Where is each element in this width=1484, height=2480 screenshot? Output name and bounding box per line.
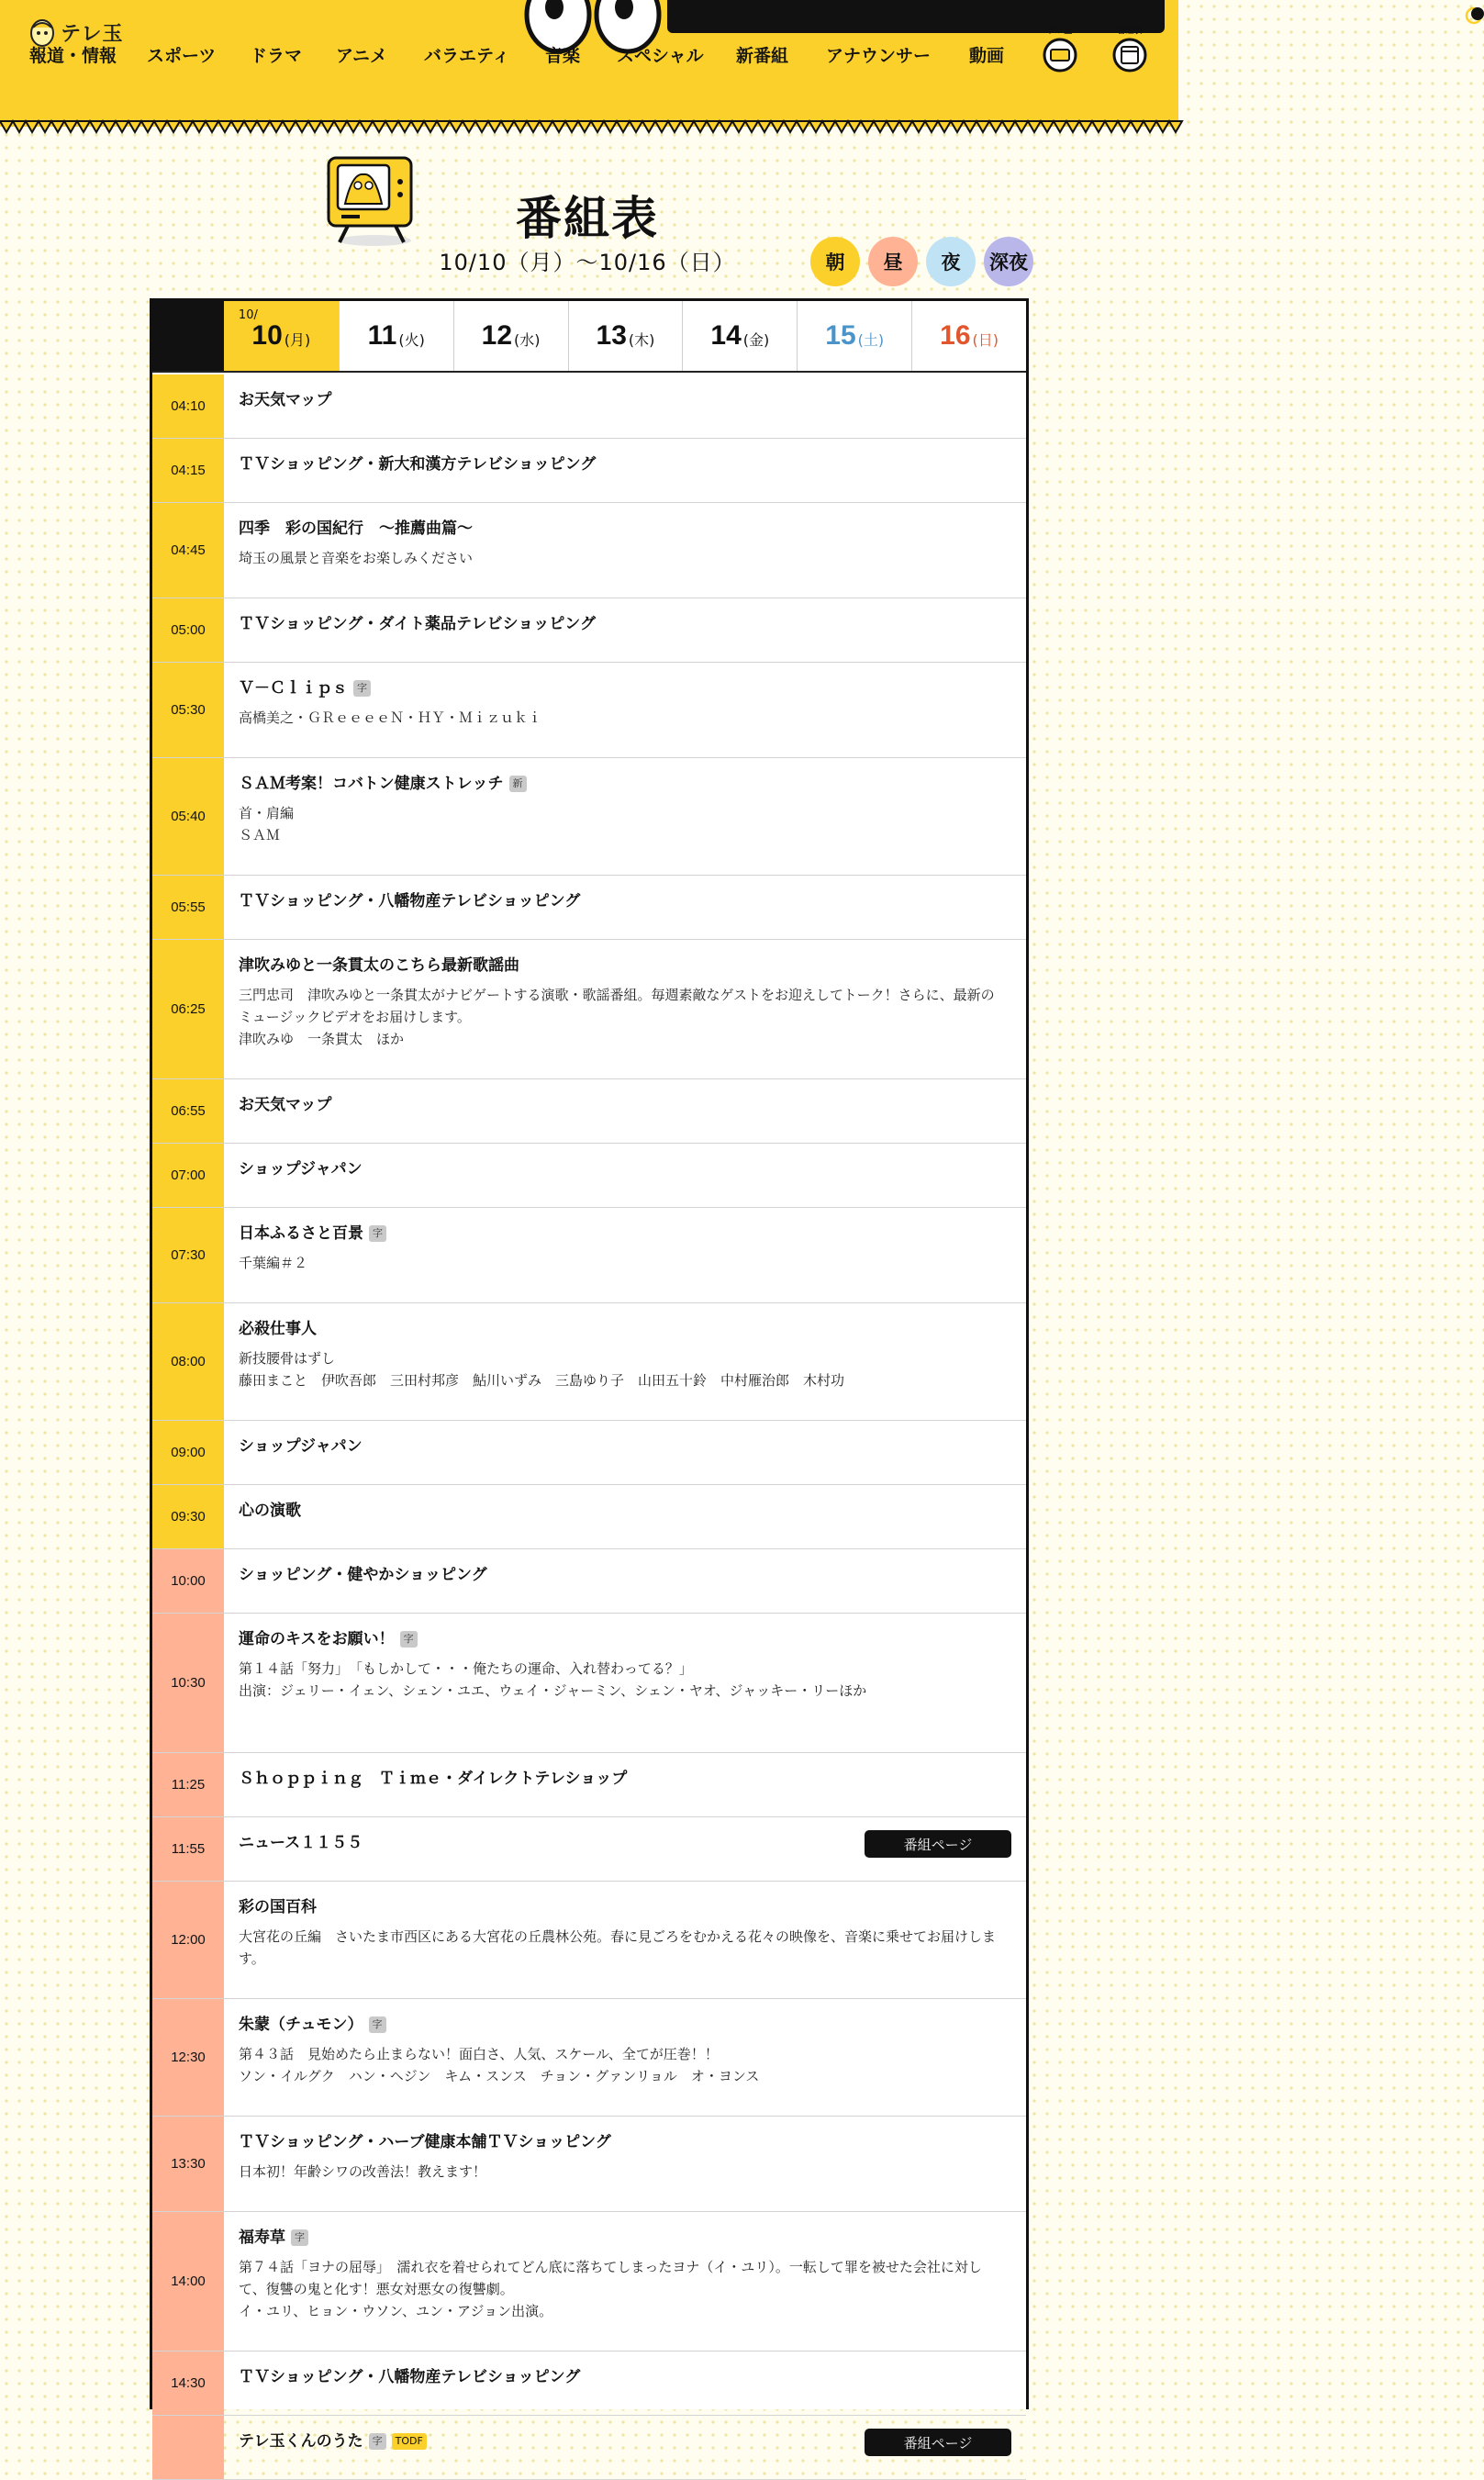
program-row[interactable] <box>152 1549 1026 1614</box>
program-title[interactable]: ショップジャパン <box>239 1437 363 1456</box>
program-description: 新技腰骨はずし 藤田まこと 伊吹吾郎 三田村邦彦 鮎川いずみ 三島ゆり子 山田五十鈴 中村雁治郎 木村功 <box>239 1350 845 1389</box>
day-tab-weekday: (日) <box>972 330 999 349</box>
program-row[interactable] <box>152 1882 1026 1999</box>
program-time: 04:10 <box>152 374 224 438</box>
program-description: 首・肩編 ＳＡＭ <box>239 805 295 843</box>
time-of-day-night-button[interactable]: 夜 <box>926 237 976 286</box>
program-row[interactable] <box>152 439 1026 503</box>
day-tab-14[interactable] <box>682 301 797 371</box>
time-of-day-morning-button[interactable]: 朝 <box>810 237 860 286</box>
program-content <box>224 2117 1026 2211</box>
program-row[interactable] <box>152 1999 1026 2117</box>
program-content <box>224 374 1026 438</box>
program-schedule <box>150 298 1029 2452</box>
top-black-bar <box>667 0 1165 33</box>
program-description: 日本初！年齢シワの改善法！教えます！ <box>239 2163 487 2180</box>
program-time: 05:00 <box>152 598 224 662</box>
day-tab-weekday: (月) <box>284 330 311 349</box>
day-tab-weekday: (木) <box>628 330 655 349</box>
program-row[interactable] <box>152 2416 1026 2480</box>
day-tab-weekday: (金) <box>742 330 770 349</box>
program-badge: 字 <box>369 1225 386 1242</box>
program-title[interactable]: ＳＡＭ考案！コバトン健康ストレッチ <box>239 775 504 793</box>
program-title[interactable]: お天気マップ <box>239 391 332 409</box>
program-badge: 字 <box>353 680 371 697</box>
program-row[interactable] <box>152 876 1026 940</box>
program-title-line <box>239 2366 1011 2388</box>
time-of-day-latenight-button[interactable]: 深夜 <box>984 237 1033 286</box>
program-list <box>152 374 1026 2480</box>
day-tab-weekday: (土) <box>857 330 885 349</box>
program-time: 09:00 <box>152 1421 224 1484</box>
mascot-calendar-icon[interactable] <box>1105 22 1155 77</box>
program-row[interactable] <box>152 1421 1026 1485</box>
nav-sports[interactable]: スポーツ <box>147 46 217 66</box>
program-row[interactable] <box>152 1079 1026 1144</box>
program-title-line <box>239 890 1011 912</box>
program-description: 高橋美之・ＧＲｅｅｅｅＮ・ＨＹ・Ｍｉｚｕｋｉ <box>239 709 542 726</box>
day-tab-month: 10/ <box>238 308 258 322</box>
program-time: 08:00 <box>152 1303 224 1420</box>
day-tab-number: 16 <box>940 320 971 351</box>
nav-announcer[interactable]: アナウンサー <box>826 46 932 66</box>
moon-icon[interactable] <box>1464 6 1484 26</box>
program-content <box>224 758 1026 875</box>
program-title[interactable]: 朱蒙（チュモン） <box>239 2016 363 2034</box>
program-badge: 字 <box>291 2229 308 2246</box>
day-tab-number: 12 <box>481 320 513 351</box>
program-title-line <box>239 1628 1011 1650</box>
tv-mascot-illustration <box>321 149 422 250</box>
logo-text: テレ玉 <box>61 23 124 46</box>
program-badge: 字 <box>369 2433 386 2450</box>
program-row[interactable] <box>152 598 1026 663</box>
program-content <box>224 439 1026 502</box>
program-title[interactable]: 必殺仕事人 <box>239 1320 317 1338</box>
program-row[interactable] <box>152 1485 1026 1549</box>
main-nav <box>0 42 1178 70</box>
program-time: 11:25 <box>152 1753 224 1816</box>
program-row[interactable] <box>152 1144 1026 1208</box>
program-time: 04:15 <box>152 439 224 502</box>
program-description: 大宮花の丘編 さいたま市西区にある大宮花の丘農林公苑。春に見ごろをむかえる花々の映像を、音楽に乗せてお届けします。 <box>239 1928 997 1967</box>
program-title[interactable]: 彩の国百科 <box>239 1898 317 1916</box>
program-page-button[interactable]: 番組ページ <box>865 2429 1011 2456</box>
program-title[interactable]: ＴＶショッピング・ダイト薬品テレビショッピング <box>239 615 596 633</box>
program-title[interactable]: ニュース１１５５ <box>239 1834 363 1852</box>
program-row[interactable] <box>152 374 1026 439</box>
day-tab-weekday: (火) <box>398 330 425 349</box>
program-content <box>224 1549 1026 1613</box>
program-title-line <box>239 955 1011 977</box>
program-content <box>224 2416 1026 2479</box>
program-page-button[interactable]: 番組ページ <box>865 1830 1011 1858</box>
svg-text:番組表: 番組表 <box>1117 27 1143 36</box>
program-title-line <box>239 1094 1011 1116</box>
program-badge: TODF <box>392 2433 427 2450</box>
day-tab-10[interactable] <box>224 301 339 371</box>
program-content <box>224 1144 1026 1207</box>
program-time: 12:00 <box>152 1882 224 1998</box>
program-time: 05:30 <box>152 663 224 757</box>
program-time: 12:30 <box>152 1999 224 2116</box>
program-row[interactable] <box>152 1303 1026 1421</box>
program-title[interactable]: Ｓｈｏｐｐｉｎｇ Ｔｉｍｅ・ダイレクトテレショップ <box>239 1770 628 1788</box>
program-title-line <box>239 2014 1011 2036</box>
mascot-tv-icon[interactable] <box>1035 22 1085 77</box>
program-row[interactable] <box>152 1817 1026 1882</box>
program-row[interactable] <box>152 663 1026 758</box>
program-time: 14:00 <box>152 2212 224 2351</box>
program-row[interactable] <box>152 758 1026 876</box>
program-title[interactable]: ＴＶショッピング・ハーブ健康本舗ＴＶショッピング <box>239 2133 611 2151</box>
header-zigzag-edge <box>0 121 1178 138</box>
program-row[interactable] <box>152 1753 1026 1817</box>
svg-text:テレ玉: テレ玉 <box>1047 27 1073 36</box>
program-time <box>152 2416 224 2479</box>
program-content <box>224 940 1026 1078</box>
program-title[interactable]: 日本ふるさと百景 <box>239 1224 363 1243</box>
program-title[interactable]: テレ玉くんのうた <box>239 2432 363 2451</box>
program-content <box>224 876 1026 939</box>
program-badge: 新 <box>509 776 527 792</box>
program-row[interactable] <box>152 2212 1026 2352</box>
program-title[interactable]: Ｖ－Ｃｌｉｐｓ <box>239 679 348 698</box>
nav-drama[interactable]: ドラマ <box>250 46 303 66</box>
program-content <box>224 1753 1026 1816</box>
program-badge: 字 <box>400 1631 418 1648</box>
program-time: 11:55 <box>152 1817 224 1881</box>
program-time: 10:30 <box>152 1614 224 1752</box>
program-title[interactable]: お天気マップ <box>239 1096 332 1114</box>
program-content <box>224 663 1026 757</box>
program-title[interactable]: 津吹みゆと一条貫太のこちら最新歌謡曲 <box>239 956 519 975</box>
program-title-line <box>239 1768 1011 1790</box>
program-title[interactable]: ショップジャパン <box>239 1160 363 1179</box>
time-of-day-noon-button[interactable]: 昼 <box>868 237 918 286</box>
day-tab-number: 15 <box>825 320 856 351</box>
program-badge: 字 <box>369 2016 386 2033</box>
program-content <box>224 1614 1026 1752</box>
nav-music[interactable]: 音楽 <box>545 46 581 66</box>
program-description: 埼玉の風景と音楽をお楽しみください <box>239 550 474 566</box>
program-title-line <box>239 389 1011 411</box>
program-title[interactable]: ＴＶショッピング・新大和漢方テレビショッピング <box>239 455 597 474</box>
day-tab-number: 13 <box>596 320 627 351</box>
program-title-line <box>239 453 1011 475</box>
program-time: 14:30 <box>152 2352 224 2415</box>
program-time: 07:30 <box>152 1208 224 1302</box>
program-title-line <box>239 2227 1011 2249</box>
program-title[interactable]: ショッピング・健やかショッピング <box>239 1566 487 1584</box>
day-tab-number: 10 <box>251 320 283 351</box>
day-tabs <box>152 301 1026 373</box>
program-title[interactable]: 四季 彩の国紀行 ～推薦曲篇～ <box>239 519 473 538</box>
program-row[interactable] <box>152 503 1026 598</box>
program-title-line <box>239 773 1011 795</box>
program-time: 06:55 <box>152 1079 224 1143</box>
program-title[interactable]: 福寿草 <box>239 2229 285 2247</box>
nav-news[interactable]: 報道・情報 <box>29 46 117 66</box>
program-content <box>224 1485 1026 1548</box>
program-title-line <box>239 613 1011 635</box>
program-content <box>224 503 1026 598</box>
program-title-line <box>239 518 1011 540</box>
program-content <box>224 2212 1026 2351</box>
program-row[interactable] <box>152 2117 1026 2212</box>
program-description: 第４３話 見始めたら止まらない！面白さ、人気、スケール、全てが圧巻！！ ソン・イルグク ハン・ヘジン キム・スンス チョン・グァンリョル オ・ヨンス <box>239 2046 760 2084</box>
program-time: 04:45 <box>152 503 224 598</box>
program-title-line <box>239 1896 1011 1918</box>
program-time: 07:00 <box>152 1144 224 1207</box>
program-row[interactable] <box>152 940 1026 1079</box>
program-time: 13:30 <box>152 2117 224 2211</box>
program-row[interactable] <box>152 1208 1026 1303</box>
program-row[interactable] <box>152 1614 1026 1753</box>
days-corner <box>152 301 224 371</box>
program-content <box>224 1999 1026 2116</box>
program-title[interactable]: 心の演歌 <box>239 1502 301 1520</box>
program-time: 05:55 <box>152 876 224 939</box>
program-time: 09:30 <box>152 1485 224 1548</box>
program-title-line <box>239 1223 1011 1245</box>
program-content <box>224 1208 1026 1302</box>
program-description: 第１４話「努力」 「もしかして・・・俺たちの運命、入れ替わってる？」 出演：ジェリー・イェン、シェン・ユエ、ウェイ・ジャーミン、シェン・ヤオ、ジャッキー・リーほか <box>239 1660 867 1699</box>
nav-anime[interactable]: アニメ <box>336 46 388 66</box>
day-tab-16[interactable] <box>911 301 1026 371</box>
program-title-line <box>239 2131 1011 2153</box>
program-content <box>224 1817 1026 1881</box>
day-tab-number: 11 <box>367 320 397 351</box>
program-title-line <box>239 677 1011 699</box>
program-description: 第７４話「ヨナの屈辱」 濡れ衣を着せられてどん底に落ちてしまったヨナ（イ・ユリ）。一転して罪を被せた会社に対して、復讐の鬼と化す！悪女対悪女の復讐劇。 イ・ユリ、ヒョン・ウソン、ユン・アジョン出演。 <box>239 2259 982 2319</box>
program-description: 三門忠司 津吹みゆと一条貫太がナビゲートする演歌・歌謡番組。毎週素敵なゲストをお迎えしてトーク！さらに、最新のミュージックビデオをお届けします。 津吹みゆ 一条貫太 ほか <box>239 987 995 1047</box>
program-content <box>224 598 1026 662</box>
site-header <box>0 0 1178 127</box>
program-content <box>224 1882 1026 1998</box>
day-tab-12[interactable] <box>453 301 568 371</box>
day-tab-number: 14 <box>710 320 742 351</box>
program-time: 05:40 <box>152 758 224 875</box>
program-time: 10:00 <box>152 1549 224 1613</box>
program-title-line <box>239 1435 1011 1458</box>
program-content <box>224 2352 1026 2415</box>
day-tab-15[interactable] <box>797 301 911 371</box>
program-description: 千葉編＃２ <box>239 1255 308 1271</box>
program-row[interactable] <box>152 2352 1026 2416</box>
program-title[interactable]: ＴＶショッピング・八幡物産テレビショッピング <box>239 2368 581 2386</box>
program-title[interactable]: 運命のキスをお願い！ <box>239 1630 395 1648</box>
nav-video[interactable]: 動画 <box>969 46 1005 66</box>
nav-special[interactable]: スペシャル <box>617 46 704 66</box>
nav-variety[interactable]: バラエティ <box>424 46 510 66</box>
nav-new-programs[interactable]: 新番組 <box>736 46 789 66</box>
program-title-line <box>239 1158 1011 1180</box>
page-title: 番組表 <box>516 192 659 245</box>
program-title-line <box>239 1500 1011 1522</box>
program-title-line <box>239 1564 1011 1586</box>
program-time: 06:25 <box>152 940 224 1078</box>
day-tab-13[interactable] <box>568 301 683 371</box>
program-content <box>224 1079 1026 1143</box>
program-content <box>224 1303 1026 1420</box>
program-title[interactable]: ＴＶショッピング・八幡物産テレビショッピング <box>239 892 581 910</box>
day-tab-weekday: (水) <box>514 330 541 349</box>
program-content <box>224 1421 1026 1484</box>
day-tab-11[interactable] <box>339 301 453 371</box>
date-range: 10/10（月）〜10/16（日） <box>439 250 736 275</box>
program-title-line <box>239 1318 1011 1340</box>
